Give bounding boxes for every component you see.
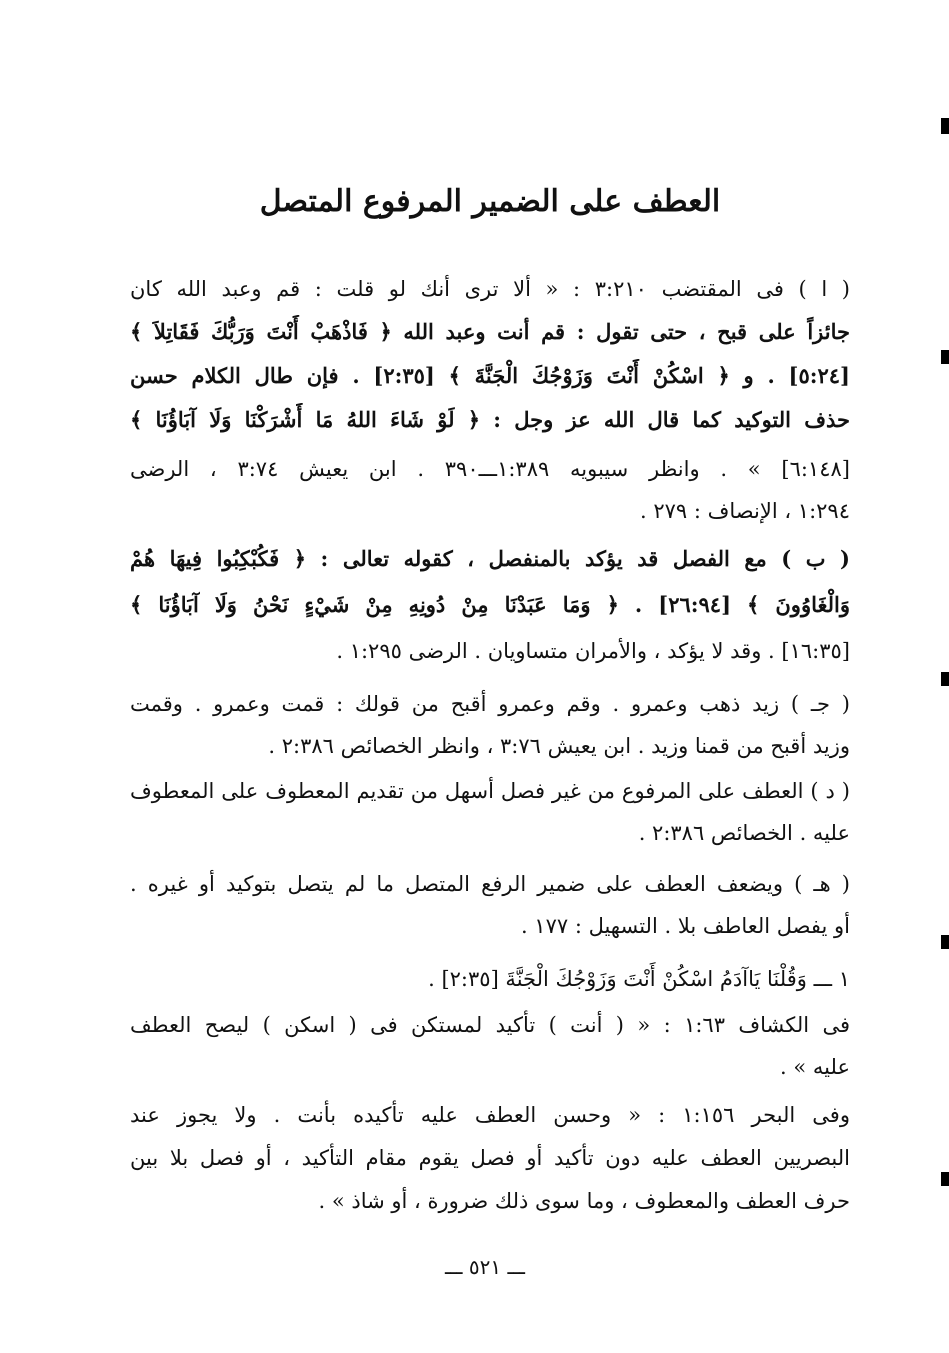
text-line: عليه . الخصائص ٢:٣٨٦ .: [638, 821, 850, 845]
text-line: ( ب ) مع الفصل قد يؤكد بالمنفصل ، كقوله تعالى : ﴿ فَكُبْكِبُوا فِيهَا هُمْ: [130, 546, 850, 571]
page-number: ـــ ٥٢١ ـــ: [444, 1255, 526, 1279]
verse-line: ١ ـــ وَقُلْنَا يَاآدَمُ اسْكُنْ أَنْتَ وَزَوْجُكَ الْجَنَّةَ [٢:٣٥] .: [428, 967, 850, 991]
scan-edge-mark: [941, 118, 949, 134]
text-line: حذف التوكيد كما قال الله عز وجل : ﴿ لَوْ شَاءَ اللهُ مَا أَشْرَكْنَا وَلَا آبَاؤُنَا ﴾: [130, 407, 850, 432]
text-line: جائزاً على قبح ، حتى تقول : قم أنت وعبد الله ﴿ فَاذْهَبْ أَنْتَ وَرَبُّكَ فَقَاتِلاَ ﴾: [130, 319, 850, 344]
page-title: العطف على الضمير المرفوع المتصل: [259, 184, 721, 219]
text-line: [٥:٢٤] . و ﴿ اسْكُنْ أَنْتَ وَزَوْجُكَ الْجَنَّةَ ﴾ [٢:٣٥] . فإن طال الكلام حسن: [130, 363, 850, 388]
text-line: [٦:١٤٨] » . وانظر سيبويه ١:٣٨٩ـــ٣٩٠ . ابن يعيش ٣:٧٤ ، الرضى: [130, 457, 850, 481]
text-line: وفى البحر ١:١٥٦ : « وحسن العطف عليه تأكيده بأنت . ولا يجوز عند: [130, 1103, 850, 1127]
text-line: ( ا ) فى المقتضب ٣:٢١٠ : « ألا ترى أنك لو قلت : قم وعبد الله كان: [130, 277, 850, 301]
text-line: فى الكشاف ١:٦٣ : « ( أنت ) تأكيد لمستكن فى ( اسكن ) ليصح العطف: [130, 1013, 850, 1037]
text-line: [١٦:٣٥] . وقد لا يؤكد ، والأمران متساويان . الرضى ١:٢٩٥ .: [336, 639, 850, 663]
text-line: البصريين العطف عليه دون تأكيد أو فصل يقوم مقام التأكيد ، أو فصل بلا بين: [130, 1146, 850, 1170]
text-line: ( جـ ) زيد ذهب وعمرو . وقم وعمرو أقبح من قولك : قمت وعمرو . وقمت: [130, 692, 850, 716]
scan-edge-mark: [941, 350, 949, 364]
text-line: عليه » .: [780, 1055, 850, 1079]
text-line: وَالْغَاوُونَ ﴾ [٢٦:٩٤] . ﴿ وَمَا عَبَدْنَا مِنْ دُونِهِ مِنْ شَيْءٍ نَحْنُ وَلَا آبَاؤُنَا ﴾: [130, 592, 850, 617]
text-line: ١:٢٩٤ ، الإنصاف : ٢٧٩ .: [640, 499, 850, 523]
scan-edge-mark: [941, 935, 949, 949]
scan-edge-mark: [941, 672, 949, 686]
text-line: ( هـ ) ويضعف العطف على ضمير الرفع المتصل ما لم يتصل بتوكيد أو غيره .: [130, 872, 850, 896]
text-line: أو يفصل العاطف بلا . التسهيل : ١٧٧ .: [520, 914, 850, 938]
text-line: وزيد أقبح من قمنا وزيد . ابن يعيش ٣:٧٦ ، وانظر الخصائص ٢:٣٨٦ .: [268, 734, 850, 758]
text-line: ( د ) العطف على المرفوع من غير فصل أسهل من تقديم المعطوف على المعطوف: [130, 779, 850, 803]
text-line: حرف العطف والمعطوف ، وما سوى ذلك ضرورة ، أو شاذ » .: [318, 1189, 850, 1213]
scan-edge-mark: [941, 1172, 949, 1186]
